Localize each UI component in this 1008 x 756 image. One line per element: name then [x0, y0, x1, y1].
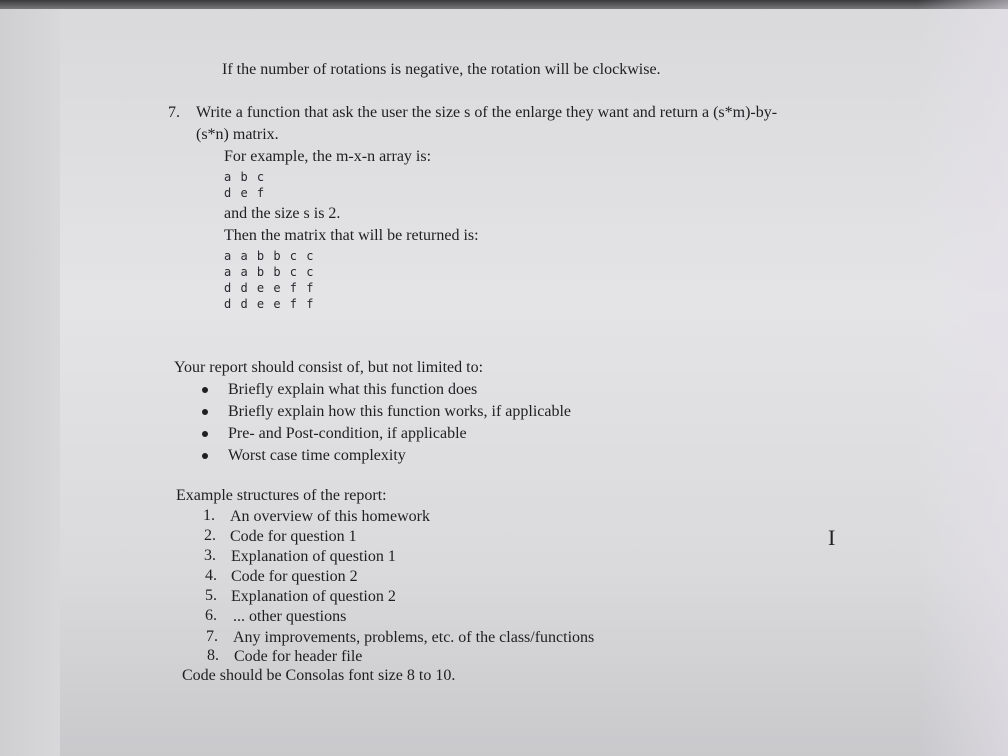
report-intro: Your report should consist of, but not limited to: [174, 359, 484, 376]
structure-item-number: 5. [205, 587, 217, 604]
input-row: d e f [224, 186, 266, 200]
rotation-note: If the number of rotations is negative, the rotation will be clockwise. [222, 61, 661, 78]
question-text-line-2: (s*n) matrix. [196, 126, 279, 143]
report-bullet: Pre- and Post-condition, if applicable [228, 425, 467, 442]
structure-item-number: 4. [205, 567, 217, 584]
returned-intro: Then the matrix that will be returned is: [224, 227, 479, 244]
structure-item-number: 1. [203, 507, 215, 524]
input-row: a b c [224, 170, 266, 184]
report-bullet: Briefly explain how this function works, if applicable [228, 403, 572, 420]
structure-item-text: Explanation of question 2 [231, 588, 396, 605]
structure-item-text: Code for question 2 [231, 568, 358, 585]
question-text-line-1: Write a function that ask the user the size s of the enlarge they want and return a (s*m)-by- [196, 104, 778, 121]
structure-item-text: Code for question 1 [230, 528, 357, 545]
structure-item-number: 3. [204, 547, 216, 564]
output-row: d d e e f f [224, 281, 315, 295]
output-row: d d e e f f [224, 297, 315, 311]
structure-intro: Example structures of the report: [176, 487, 387, 504]
structure-item-text: An overview of this homework [230, 508, 430, 525]
bullet-marker [202, 431, 208, 437]
output-row: a a b b c c [224, 265, 315, 279]
output-row: a a b b c c [224, 249, 315, 263]
structure-item-text: Any improvements, problems, etc. of the class/functions [233, 629, 595, 646]
structure-item-text: Explanation of question 1 [231, 548, 396, 565]
bullet-marker [202, 453, 208, 459]
structure-item-number: 7. [206, 628, 218, 645]
structure-item-text: Code for header file [234, 648, 363, 665]
bullet-marker [202, 387, 208, 393]
report-bullet: Worst case time complexity [228, 447, 406, 464]
text-cursor-icon: I [828, 525, 836, 550]
structure-item-number: 2. [204, 527, 216, 544]
structure-item-number: 6. [205, 607, 217, 624]
structure-item-text: ... other questions [233, 608, 347, 625]
structure-item-number: 8. [207, 647, 219, 664]
size-text: and the size s is 2. [224, 205, 341, 222]
bullet-marker [202, 409, 208, 415]
structure-footer: Code should be Consolas font size 8 to 10. [182, 667, 456, 684]
question-number: 7. [168, 104, 180, 121]
example-intro: For example, the m-x-n array is: [224, 148, 432, 165]
report-bullet: Briefly explain what this function does [228, 381, 478, 398]
